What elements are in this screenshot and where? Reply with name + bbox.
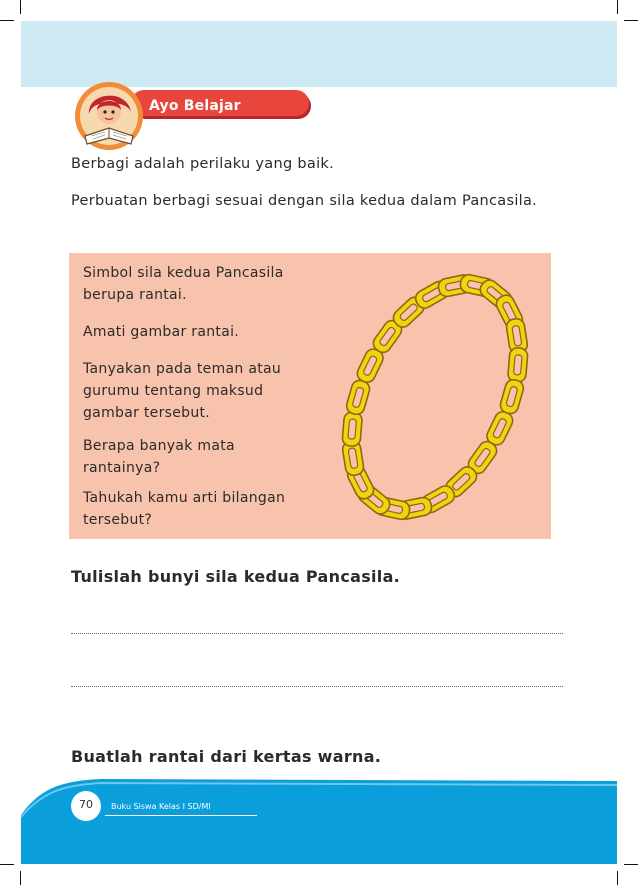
answer-line-1[interactable] (71, 633, 563, 634)
intro-line-1: Berbagi adalah perilaku yang baik. (71, 156, 335, 172)
task-heading-1: Tulislah bunyi sila kedua Pancasila. (71, 567, 401, 586)
crop-mark (0, 20, 14, 21)
banner-label: Ayo Belajar (149, 98, 241, 114)
box-item-2: Amati gambar rantai. (83, 324, 240, 340)
crop-mark (624, 20, 638, 21)
box-item-3: Tanyakan pada teman atau gurumu tentang maksud gambar tersebut. (83, 361, 282, 421)
box-item-5: Tahukah kamu arti bilangan tersebut? (83, 490, 286, 528)
page-number: 70 (79, 798, 93, 811)
chain-link (342, 411, 363, 446)
chain-icon (319, 255, 551, 539)
footer-rule (105, 815, 257, 816)
chain-link (499, 378, 526, 416)
crop-mark (617, 0, 618, 14)
crop-mark (20, 871, 21, 885)
answer-line-2[interactable] (71, 686, 563, 687)
girl-reading-icon (75, 82, 143, 150)
box-item-4: Berapa banyak mata rantainya? (83, 438, 235, 476)
crop-mark (624, 864, 638, 865)
intro-line-2: Perbuatan berbagi sesuai dengan sila kedua dalam Pancasila. (71, 193, 538, 209)
task-heading-2: Buatlah rantai dari kertas warna. (71, 747, 382, 766)
box-item-1: Simbol sila kedua Pancasila berupa rantai. (83, 265, 284, 303)
crop-mark (0, 864, 14, 865)
crop-mark (20, 0, 21, 14)
page (21, 21, 617, 864)
chain-link (345, 379, 372, 417)
crop-mark (617, 871, 618, 885)
chain-link (507, 347, 528, 382)
banner (71, 76, 321, 156)
book-title: Buku Siswa Kelas I SD/MI (111, 802, 211, 811)
